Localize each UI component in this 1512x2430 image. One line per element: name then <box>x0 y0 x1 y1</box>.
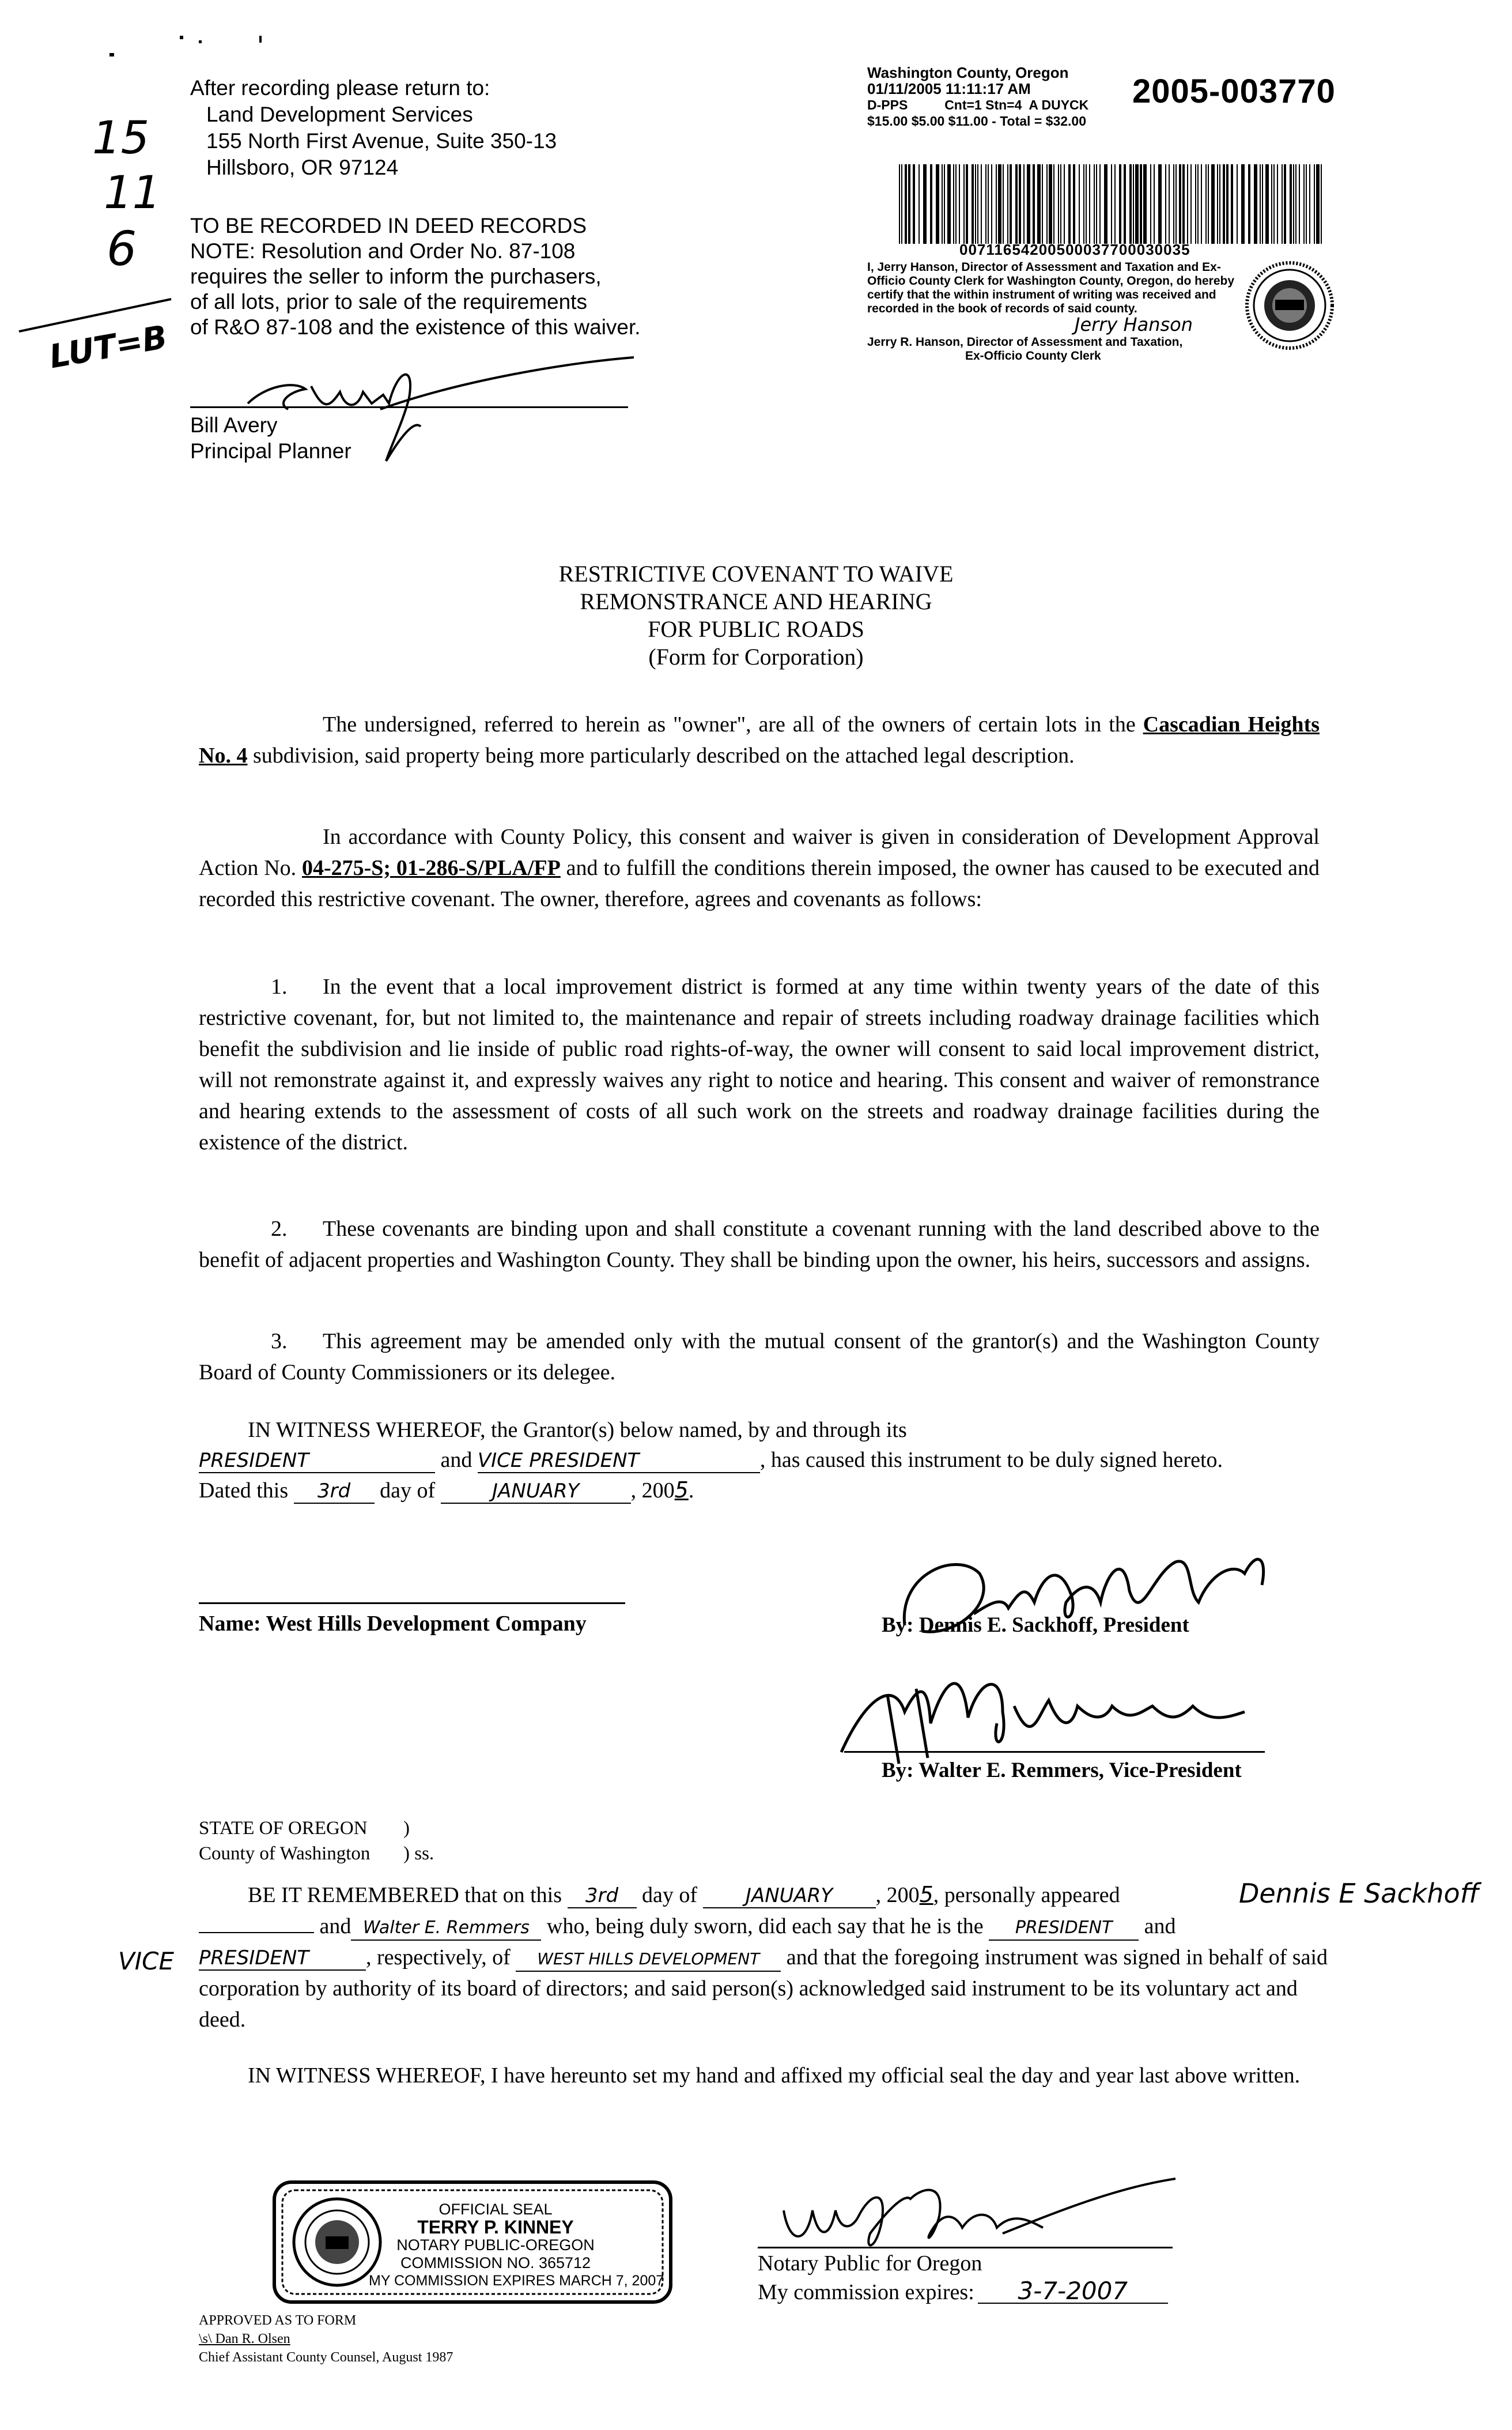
ack-year-digit: 5 <box>919 1882 933 1907</box>
barcode-bar <box>1205 164 1207 244</box>
witness-line-end: , has caused this instrument to be duly signed hereto. <box>759 1448 1223 1472</box>
ack-company: WEST HILLS DEVELOPMENT <box>516 1948 781 1972</box>
barcode-bar <box>1154 164 1155 244</box>
barcode-bar <box>1262 164 1263 244</box>
barcode-bar <box>1135 164 1139 244</box>
barcode-bar <box>1042 164 1043 244</box>
return-line: 155 North First Avenue, Suite 350-13 <box>206 129 557 153</box>
ack-person-2: Walter E. Remmers <box>351 1916 541 1941</box>
margin-note-15: 15 <box>92 112 150 164</box>
officer-title-1: PRESIDENT <box>199 1449 435 1473</box>
clerk-line: Jerry R. Hanson, Director of Assessment and Taxation, <box>867 335 1183 349</box>
commission-expires-value: 3-7-2007 <box>978 2280 1168 2304</box>
notary-signature <box>772 2176 1187 2257</box>
barcode-bar <box>1282 164 1283 244</box>
barcode-bar <box>1058 164 1059 244</box>
barcode-bar <box>1158 164 1162 244</box>
barcode-bar <box>998 164 1001 244</box>
approved-title: Chief Assistant County Counsel, August 1987 <box>199 2350 453 2365</box>
notary-commission-block <box>758 2249 1168 2307</box>
record-note-line: of R&O 87-108 and the existence of this waiver. <box>190 315 641 339</box>
record-note-line: requires the seller to inform the purchasers, <box>190 265 602 288</box>
barcode-bar <box>1068 164 1071 244</box>
barcode-bar <box>1143 164 1147 244</box>
barcode-bar <box>1150 164 1151 244</box>
barcode-bar <box>1271 164 1272 244</box>
barcode-bar <box>936 164 939 244</box>
barcode-bar <box>899 164 900 244</box>
barcode-bar <box>981 164 982 244</box>
recorder-codes: D-PPS Cnt=1 Stn=4 A DUYCK <box>867 97 1089 112</box>
ack-blank <box>199 1932 314 1933</box>
barcode-bar <box>1140 164 1142 244</box>
barcode-bar <box>1260 164 1261 244</box>
return-address-block <box>190 75 557 181</box>
record-note-line: of all lots, prior to sale of the requirements <box>190 290 587 314</box>
notary-public-label: Notary Public for Oregon <box>758 2251 982 2276</box>
dated-month: JANUARY <box>441 1480 631 1504</box>
seal-line: MY COMMISSION EXPIRES MARCH 7, 2007 <box>369 2273 664 2289</box>
barcode-bar <box>1277 164 1278 244</box>
return-line: Land Development Services <box>206 103 473 126</box>
barcode-bar <box>1099 164 1101 244</box>
vice-president-signatory: By: Walter E. Remmers, Vice-President <box>882 1759 1242 1782</box>
dated-day: 3rd <box>294 1480 375 1504</box>
barcode-bar <box>1211 164 1215 244</box>
p1-text-cont: subdivision, said property being more particularly described on the attached legal description. <box>247 744 1075 768</box>
barcode-bar <box>913 164 915 244</box>
item-number: 1. <box>271 975 288 999</box>
barcode-bar <box>1037 164 1041 244</box>
barcode-bar <box>1114 164 1116 244</box>
title-line: REMONSTRANCE AND HEARING <box>580 588 932 614</box>
barcode-bar <box>1175 164 1177 244</box>
subdivision-name: Cascadian Heights No. 4 <box>199 712 1320 768</box>
paragraph-owner <box>199 709 1320 771</box>
title-line: FOR PUBLIC ROADS <box>648 616 864 642</box>
vice-president-signature-line <box>844 1751 1265 1753</box>
barcode-bar <box>1119 164 1121 244</box>
seal-line: OFFICIAL SEAL <box>439 2201 553 2218</box>
barcode-bar <box>1053 164 1054 244</box>
witness-clause <box>199 1415 1320 1505</box>
barcode-bar <box>1019 164 1021 244</box>
record-note-block <box>190 213 641 340</box>
development-action-number: 04-275-S; 01-286-S/PLA/FP <box>301 856 561 880</box>
approved-line: APPROVED AS TO FORM <box>199 2313 357 2328</box>
paragraph-policy <box>199 821 1320 915</box>
recorder-county: Washington County, Oregon <box>867 64 1069 81</box>
barcode-bar <box>1179 164 1181 244</box>
ack-day-of: day of <box>642 1883 698 1907</box>
ack-title-2-margin: VICE <box>118 1947 174 1975</box>
day-of-label: day of <box>380 1478 436 1503</box>
barcode-bar <box>1089 164 1090 244</box>
approved-signer: \s\ Dan R. Olsen <box>199 2331 290 2346</box>
barcode-bar <box>1306 164 1307 244</box>
witness-line: IN WITNESS WHEREOF, the Grantor(s) below named, by and through its <box>248 1418 907 1442</box>
title-subtitle: (Form for Corporation) <box>648 644 864 670</box>
barcode-bar <box>1226 164 1228 244</box>
scan-speck <box>109 53 114 56</box>
barcode-bar <box>1169 164 1170 244</box>
barcode-bar <box>1073 164 1075 244</box>
barcode-bar <box>1015 164 1018 244</box>
barcode-bar <box>1248 164 1250 244</box>
venue-ss: ) ss. <box>403 1843 434 1864</box>
barcode-bar <box>947 164 951 244</box>
barcode-bar <box>1231 164 1233 244</box>
barcode-bar <box>1237 164 1238 244</box>
barcode-bar <box>1060 164 1061 244</box>
document-title <box>0 560 1512 671</box>
notary-witness: IN WITNESS WHEREOF, I have hereunto set my hand and affixed my official seal the day and year last above written. <box>248 2063 1301 2088</box>
recorder-certification <box>867 261 1248 363</box>
barcode-bar <box>942 164 943 244</box>
title-line: RESTRICTIVE COVENANT TO WAIVE <box>558 561 954 587</box>
barcode-bar <box>1265 164 1269 244</box>
item-number: 3. <box>271 1329 288 1353</box>
barcode-bar <box>1124 164 1126 244</box>
barcode-bar <box>1321 164 1322 244</box>
barcode-bar <box>923 164 927 244</box>
barcode-bar <box>1086 164 1087 244</box>
item-text: This agreement may be amended only with the mutual consent of the grantor(s) and the Washington County Board of County Commissioners or its delegee. <box>199 1329 1320 1384</box>
barcode-bar <box>1003 164 1004 244</box>
barcode-bar <box>1208 164 1209 244</box>
barcode-bar <box>1165 164 1166 244</box>
barcode-bar <box>1217 164 1218 244</box>
barcode-bar <box>1049 164 1052 244</box>
barcode-bar <box>1007 164 1008 244</box>
barcode-bar <box>1010 164 1012 244</box>
record-note-line: NOTE: Resolution and Order No. 87-108 <box>190 239 576 263</box>
barcode-bar <box>1182 164 1185 244</box>
barcode-bar <box>955 164 957 244</box>
barcode-bar <box>1273 164 1275 244</box>
p2-text-cont: and to fulfill the conditions therein imposed, the owner has caused to be executed and recorded this restrictive covenant. The owner, therefore, agrees and covenants as follows: <box>199 856 1320 911</box>
company-signature-line <box>199 1602 625 1604</box>
barcode-bar <box>1023 164 1025 244</box>
recording-barcode <box>899 164 1325 244</box>
barcode-bar <box>1083 164 1084 244</box>
return-heading: After recording please return to: <box>190 76 490 100</box>
scan-speck <box>180 36 183 39</box>
ack-text: BE IT REMEMBERED that on this <box>248 1883 562 1907</box>
recorder-timestamp: 01/11/2005 11:11:17 AM <box>867 80 1031 97</box>
barcode-bar <box>1064 164 1065 244</box>
barcode-bar <box>1133 164 1134 244</box>
p2-text: In accordance with County Policy, this consent and waiver is given in consideration of Development Approval Action No. <box>199 825 1320 880</box>
ack-and: and <box>319 1914 351 1938</box>
clerk-line: Ex-Officio County Clerk <box>965 349 1101 363</box>
barcode-bar <box>905 164 907 244</box>
barcode-bar <box>1027 164 1030 244</box>
barcode-bar <box>1223 164 1225 244</box>
ack-sworn: who, being duly sworn, did each say that he is the <box>546 1914 984 1938</box>
venue-county: County of Washington <box>199 1843 371 1864</box>
barcode-bar <box>1241 164 1245 244</box>
ack-person-1: Dennis E Sackhoff <box>1239 1878 1479 1909</box>
venue-paren: ) <box>403 1818 410 1839</box>
barcode-bar <box>959 164 960 244</box>
barcode-bar <box>991 164 992 244</box>
barcode-bar <box>1111 164 1112 244</box>
barcode-bar <box>1290 164 1292 244</box>
recorder-fees: $15.00 $5.00 $11.00 - Total = $32.00 <box>867 114 1086 129</box>
notary-signature-line <box>758 2247 1173 2248</box>
barcode-bar <box>977 164 978 244</box>
barcode-bar <box>1201 164 1202 244</box>
seal-line: COMMISSION NO. 365712 <box>400 2254 591 2271</box>
barcode-bar <box>918 164 920 244</box>
venue-state: STATE OF OREGON <box>199 1818 368 1839</box>
barcode-bar <box>1284 164 1286 244</box>
witness-and: and <box>440 1448 472 1472</box>
planner-name: Bill Avery <box>190 413 278 437</box>
margin-note-6: 6 <box>107 222 137 277</box>
ack-and-2: and <box>1144 1914 1176 1938</box>
county-seal <box>1243 259 1336 352</box>
barcode-bar <box>1094 164 1095 244</box>
margin-note-11: 11 <box>104 167 161 219</box>
ack-day: 3rd <box>568 1884 637 1908</box>
barcode-bar <box>1190 164 1192 244</box>
dated-period: . <box>688 1478 694 1503</box>
scan-speck <box>199 40 202 43</box>
barcode-bar <box>1299 164 1300 244</box>
approved-as-to-form <box>199 2311 453 2367</box>
barcode-bar <box>1173 164 1174 244</box>
covenant-item-3 <box>199 1326 1320 1388</box>
barcode-bar <box>1309 164 1310 244</box>
planner-block <box>190 412 351 464</box>
barcode-bar <box>1316 164 1320 244</box>
barcode-bar <box>1219 164 1220 244</box>
barcode-bar <box>1197 164 1199 244</box>
ack-title-1: PRESIDENT <box>989 1916 1139 1941</box>
seal-line: NOTARY PUBLIC-OREGON <box>396 2236 595 2254</box>
ack-month: JANUARY <box>703 1884 876 1908</box>
notary-venue <box>199 1816 434 1866</box>
item-number: 2. <box>271 1217 288 1241</box>
barcode-bar <box>930 164 932 244</box>
margin-note-lut: LUT=B <box>46 318 170 376</box>
ack-appeared: , personally appeared <box>933 1883 1120 1907</box>
notary-acknowledgement <box>199 1879 1328 2035</box>
barcode-bar <box>1254 164 1257 244</box>
barcode-bar <box>1129 164 1132 244</box>
cert-text: I, Jerry Hanson, Director of Assessment and Taxation and Ex-Officio County Clerk for Washington County, Oregon, do hereby certify that the within instrument of writing was received and recorded in the book of records of said county. <box>867 261 1235 315</box>
year-prefix: , 200 <box>630 1478 675 1503</box>
planner-title: Principal Planner <box>190 439 351 463</box>
ack-title-2: PRESIDENT <box>199 1946 366 1971</box>
barcode-bar <box>975 164 976 244</box>
scan-speck <box>259 36 262 43</box>
record-note-line: TO BE RECORDED IN DEED RECORDS <box>190 214 587 237</box>
barcode-bar <box>1293 164 1294 244</box>
barcode-bar <box>1046 164 1048 244</box>
officer-title-2: VICE PRESIDENT <box>478 1449 760 1473</box>
barcode-bar <box>901 164 902 244</box>
barcode-bar <box>953 164 954 244</box>
barcode-bar <box>1079 164 1080 244</box>
commission-expires-label: My commission expires: <box>758 2280 974 2304</box>
item-text: In the event that a local improvement district is formed at any time within twenty years of the date of this restrictive covenant, for, but not limited to, the maintenance and repair of streets including roadway drainage facilities which benefit the subdivision and lie inside of public road rights-of-way, the owner will consent to said local improvement district, will not remonstrate against it, and expressly waives any right to notice and hearing. This consent and waiver of remonstrance and hearing extends to the assessment of costs of all such work on the streets and roadway drainage facilities during the existence of the district. <box>199 975 1320 1154</box>
president-signatory: By: Dennis E. Sackhoff, President <box>882 1613 1189 1637</box>
item-text: These covenants are binding upon and shall constitute a covenant running with the land described above to the benefit of adjacent properties and Washington County. They shall be binding upon the owner, his heirs, successors and assigns. <box>199 1217 1320 1272</box>
barcode-digits: 00711654200500037700030035 <box>959 241 1190 258</box>
company-name: Name: West Hills Development Company <box>199 1612 587 1636</box>
clerk-signature: Jerry Hanson <box>1075 314 1193 335</box>
barcode-bar <box>1187 164 1188 244</box>
barcode-bar <box>966 164 968 244</box>
barcode-bar <box>1033 164 1035 244</box>
barcode-bar <box>963 164 965 244</box>
barcode-bar <box>1195 164 1196 244</box>
return-line: Hillsboro, OR 97124 <box>206 156 399 179</box>
barcode-bar <box>1096 164 1097 244</box>
barcode-bar <box>996 164 997 244</box>
notary-seal-text <box>369 2201 664 2290</box>
year-digit: 5 <box>674 1477 689 1503</box>
covenant-item-2 <box>199 1213 1320 1276</box>
seal-notary-name: TERRY P. KINNEY <box>417 2217 574 2237</box>
barcode-bar <box>908 164 910 244</box>
ack-respectively: , respectively, of <box>366 1945 511 1969</box>
ack-rest: and that the foregoing instrument was signed in behalf of said corporation by authority of its board of directors; and said person(s) acknowledged said instrument to be its voluntary act and deed. <box>199 1945 1328 2032</box>
barcode-bar <box>944 164 945 244</box>
barcode-bar <box>972 164 974 244</box>
barcode-bar <box>985 164 986 244</box>
barcode-bar <box>1314 164 1315 244</box>
barcode-bar <box>1104 164 1107 244</box>
barcode-bar <box>988 164 989 244</box>
covenant-item-1 <box>199 971 1320 1158</box>
dated-label: Dated this <box>199 1478 289 1503</box>
barcode-bar <box>1295 164 1296 244</box>
recording-number: 2005-003770 <box>1132 73 1336 110</box>
p1-text: The undersigned, referred to herein as "owner", are all of the owners of certain lots in the <box>323 712 1136 737</box>
barcode-bar <box>1303 164 1305 244</box>
planner-signature-line <box>190 406 628 408</box>
ack-year-prefix: , 200 <box>875 1883 920 1907</box>
